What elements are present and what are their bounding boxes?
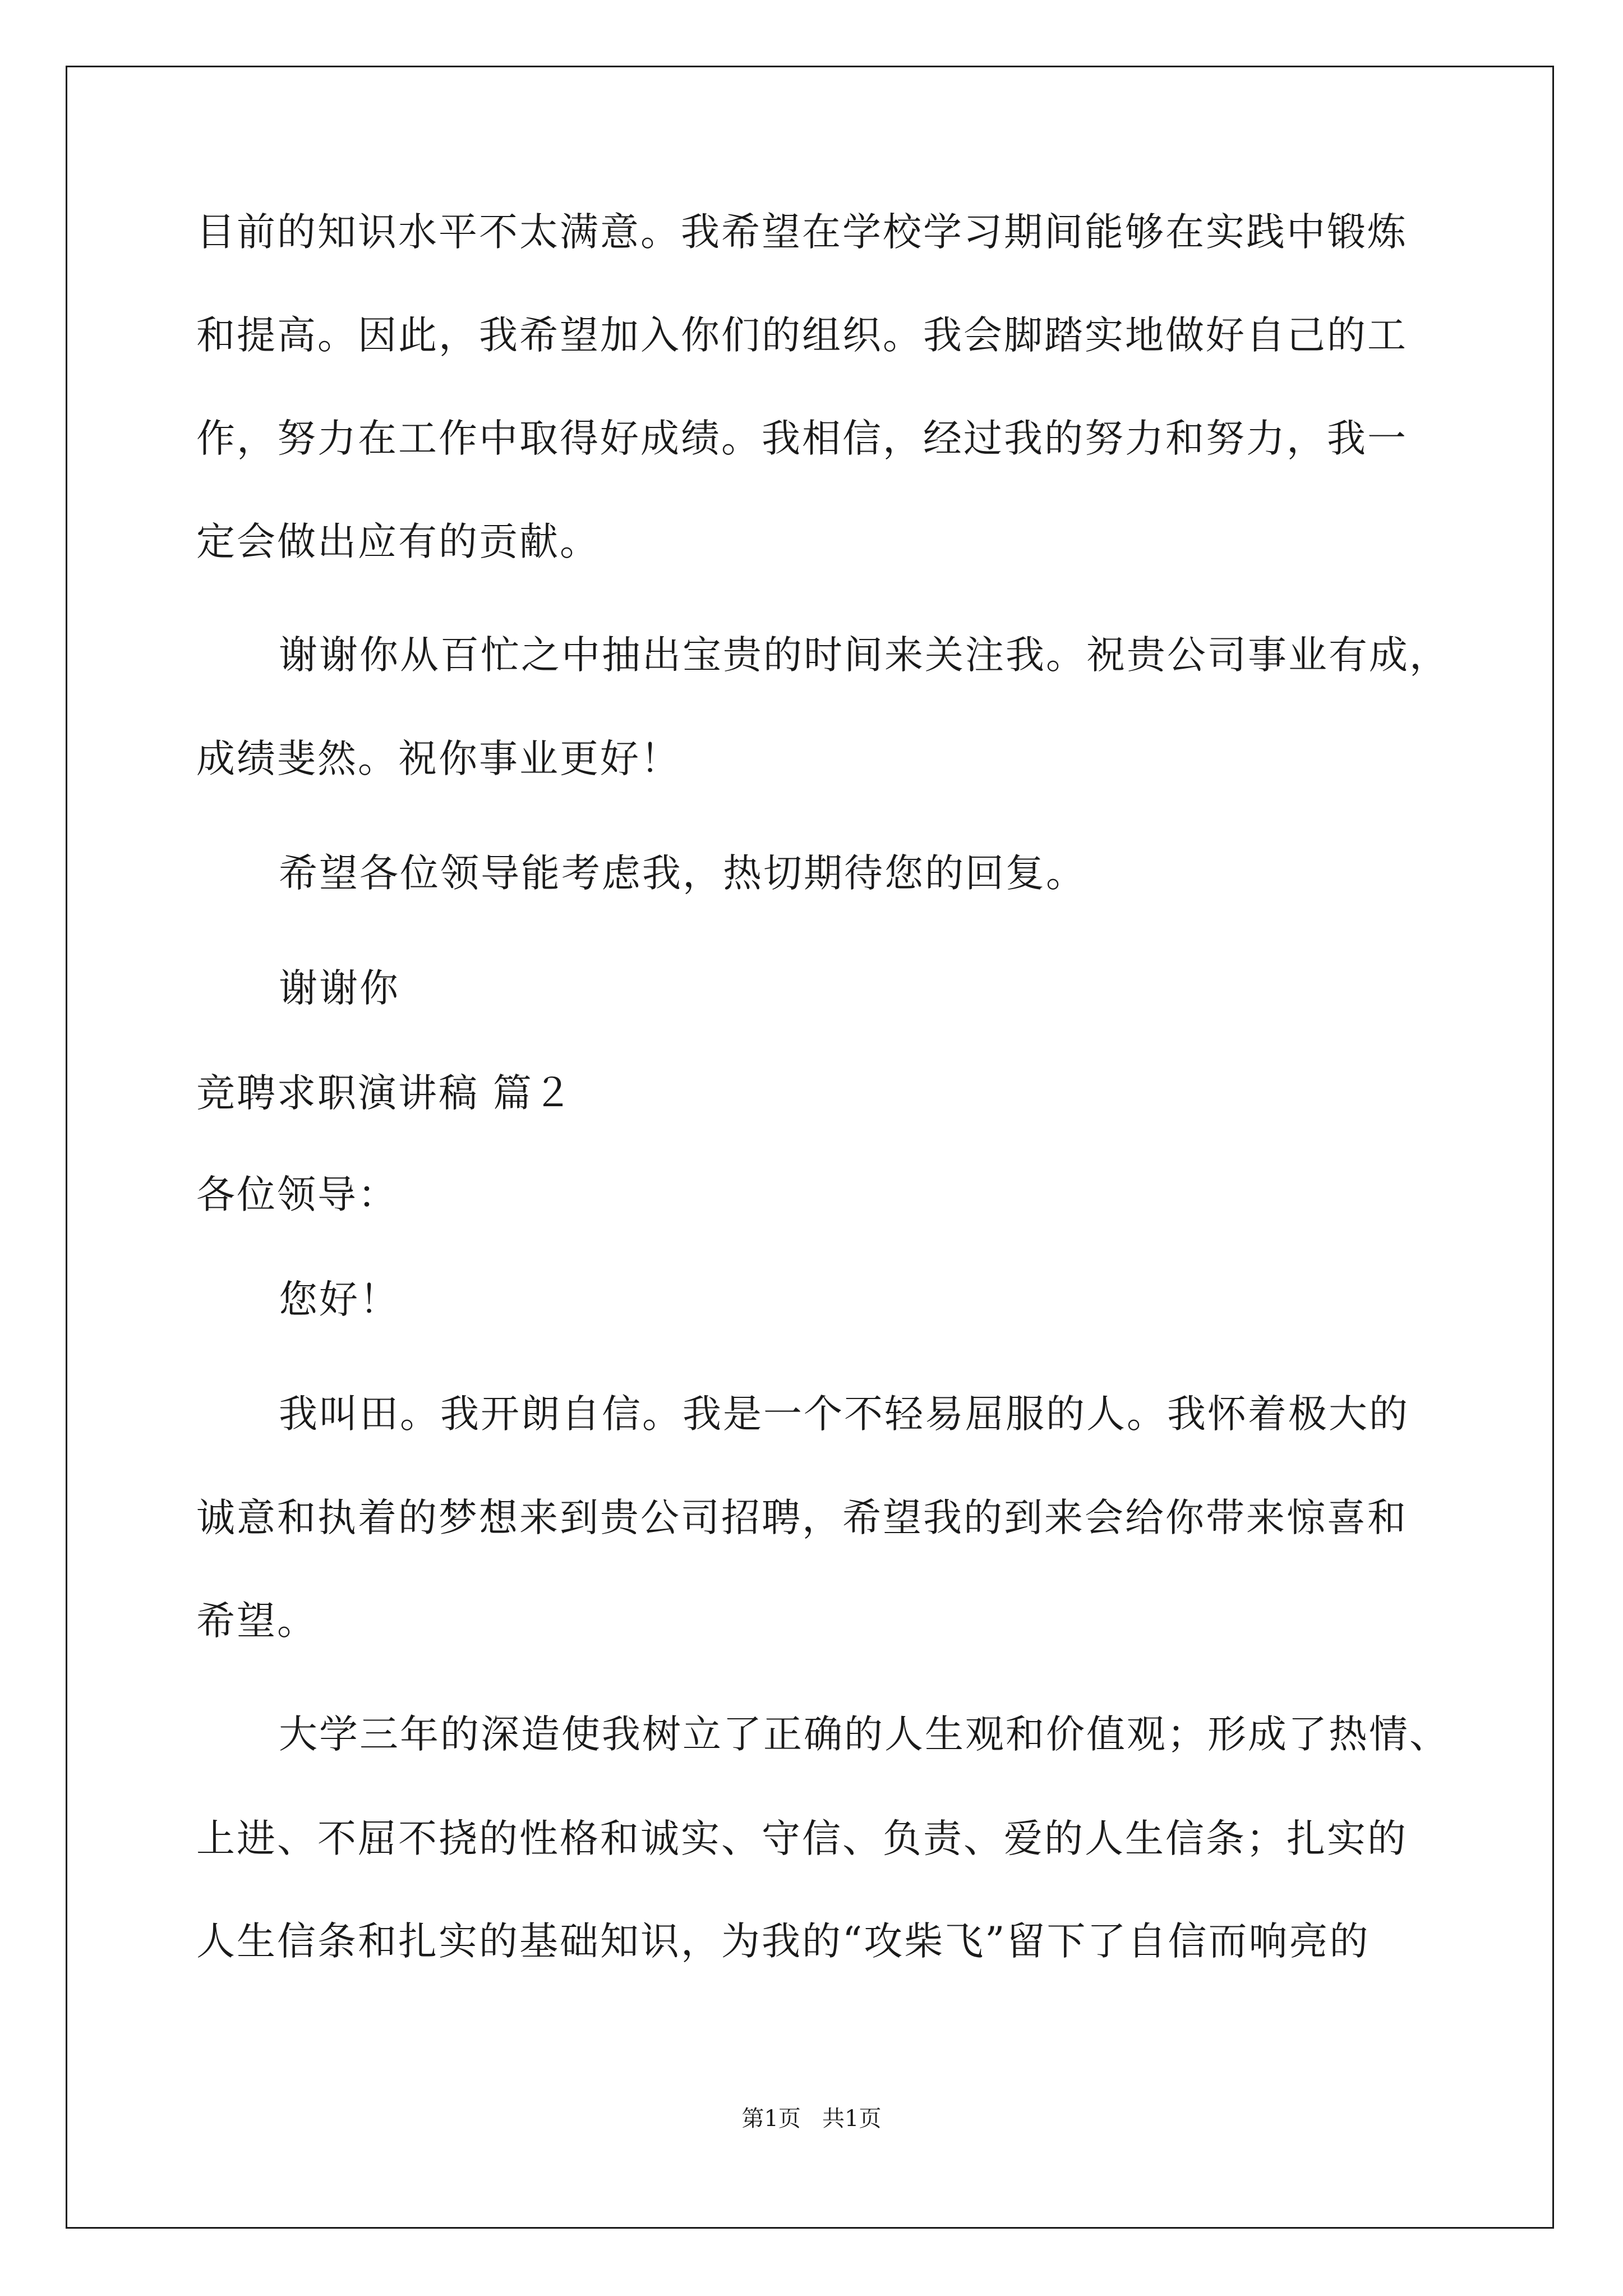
greeting: 您好！: [279, 1277, 400, 1322]
text-line: 目前的知识水平不太满意。我希望在学校学习期间能够在实践中锻炼: [196, 210, 1408, 255]
text-line: 人生信条和扎实的基础知识，为我的“攻柴飞”留下了自信而响亮的: [196, 1919, 1370, 1964]
text-line: 定会做出应有的贡献。: [196, 519, 600, 564]
text-line: 成绩斐然。祝你事业更好！: [196, 737, 681, 781]
text-line: 希望各位领导能考虑我，热切期待您的回复。: [279, 851, 1086, 896]
section-heading: 竞聘求职演讲稿 篇２: [196, 1071, 574, 1116]
text-line: 作，努力在工作中取得好成绩。我相信，经过我的努力和努力，我一: [196, 416, 1408, 461]
text-line: 谢谢你从百忙之中抽出宝贵的时间来关注我。祝贵公司事业有成，: [279, 633, 1450, 678]
text-line: 我叫田。我开朗自信。我是一个不轻易屈服的人。我怀着极大的: [279, 1392, 1409, 1437]
text-line: 和提高。因此，我希望加入你们的组织。我会脚踏实地做好自己的工: [196, 313, 1408, 358]
text-line: 希望。: [196, 1599, 317, 1644]
text-line: 上进、不屈不挠的性格和诚实、守信、负责、爱的人生信条；扎实的: [196, 1816, 1408, 1861]
text-line: 谢谢你: [279, 966, 400, 1011]
page-border: [66, 66, 1554, 2229]
text-line: 大学三年的深造使我树立了正确的人生观和价值观；形成了热情、: [279, 1712, 1450, 1757]
salutation: 各位领导：: [196, 1172, 398, 1217]
text-line: 诚意和执着的梦想来到贵公司招聘，希望我的到来会给你带来惊喜和: [196, 1496, 1408, 1540]
page-footer: 第1页 共1页: [741, 2106, 882, 2132]
